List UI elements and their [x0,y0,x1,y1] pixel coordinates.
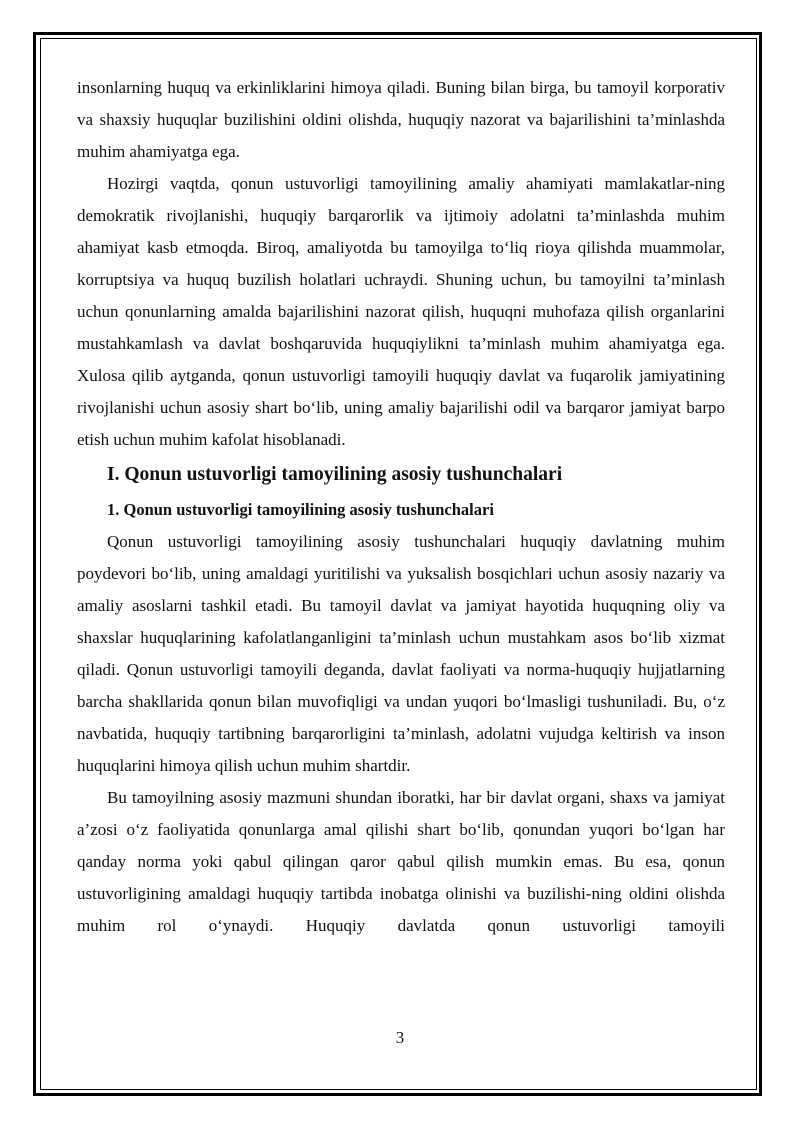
paragraph: Qonun ustuvorligi tamoyilining asosiy tushunchalari huquqiy davlatning muhim poydevori bo‘lib, uning amaldagi yuritilishi va yuksalish bosqichlari uchun asosiy nazariy va amaliy asoslarni tashkil etadi. Bu tamoyil davlat va jamiyat hayotida huquqning oliy va shaxslar huquqlarining kafolatlanganligini ta’minlash uchun mustahkam asos bo‘lib xizmat qiladi. Qonun ustuvorligi tamoyili deganda, davlat faoliyati va norma-huquqiy hujjatlarning barcha shakllarida qonun bilan muvofiqligi va undan yuqori bo‘lmasligi tushuniladi. Bu, o‘z navbatida, huquqiy tartibning barqarorligini ta’minlash, adolatni vujudga keltirish va inson huquqlarini himoya qilish uchun muhim shartdir. [77,532,725,775]
document-body [77,72,725,942]
paragraph-continuation: insonlarning huquq va erkinliklarini himoya qiladi. Buning bilan birga, bu tamoyil korporativ va shaxsiy huquqlar buzilishini oldini olishda, huquqiy nazorat va bajarilishini ta’minlashda muhim ahamiyatga ega. [77,78,725,161]
subsection-heading: 1. Qonun ustuvorligi tamoyilining asosiy tushunchalari [107,500,494,519]
section-heading: I. Qonun ustuvorligi tamoyilining asosiy tushunchalari [107,464,563,485]
page-number: 3 [395,1028,405,1047]
paragraph: Bu tamoyilning asosiy mazmuni shundan iboratki, har bir davlat organi, shaxs va jamiyat a’zosi o‘z faoliyatida qonunlarga amal qilishi shart bo‘lib, qonundan yuqori bo‘lgan har qanday norma yoki qabul qilingan qaror qabul qilish mumkin emas. Bu esa, qonun ustuvorligining amaldagi huquqiy tartibda inobatga olinishi va buzilishi-ning oldini olishda muhim rol o‘ynaydi. Huquqiy davlatda qonun ustuvorligi tamoyili [77,788,725,935]
paragraph: Hozirgi vaqtda, qonun ustuvorligi tamoyilining amaliy ahamiyati mamlakatlar-ning demokratik rivojlanishi, huquqiy barqarorlik va ijtimoiy adolatni ta’minlashda muhim ahamiyat kasb etmoqda. Biroq, amaliyotda bu tamoyilga to‘liq rioya qilishda muammolar, korruptsiya va huquq buzilish holatlari uchraydi. Shuning uchun, bu tamoyilni ta’minlash uchun qonunlarning amalda bajarilishini nazorat qilish, huquqni muhofaza qilish organlarini mustahkamlash va davlat boshqaruvida huquqiylikni ta’minlash muhim ahamiyatga ega. Xulosa qilib aytganda, qonun ustuvorligi tamoyili huquqiy davlat va fuqarolik jamiyatining rivojlanishi uchun asosiy shart bo‘lib, uning amaliy bajarilishi odil va barqaror jamiyat barpo etish uchun muhim kafolat hisoblanadi. [77,174,725,449]
